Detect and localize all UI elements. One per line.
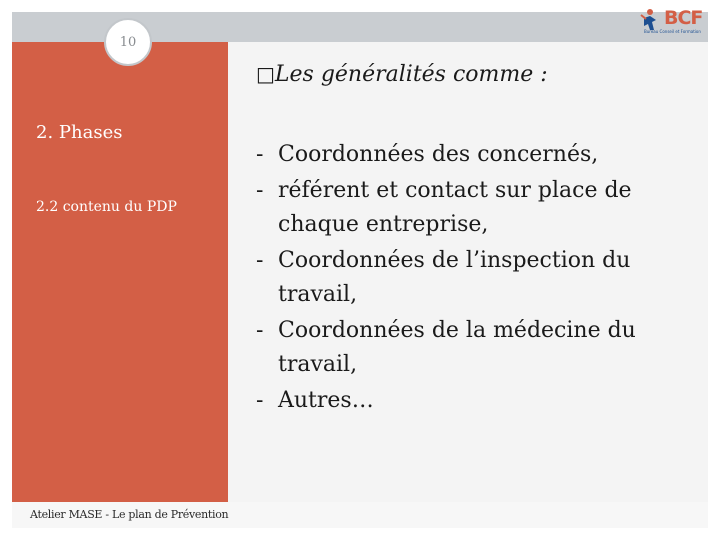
slide-number: 10 [119,34,137,50]
list-item-text: Autres… [278,388,374,413]
list-item-text: Coordonnées de l’inspection du travail, [278,248,631,307]
list-item [256,314,696,382]
list-item [256,384,696,418]
logo-name: BCF [664,7,703,29]
list-item [256,174,696,242]
footer-text: Atelier MASE - Le plan de Prévention [30,508,229,521]
list-marker: - [256,248,264,273]
slide-heading [256,62,548,87]
logo-tagline: Bureau Conseil et Formation [644,29,701,34]
list-marker: - [256,318,264,343]
list-marker: - [256,178,264,203]
list-item-text: Coordonnées de la médecine du travail, [278,318,636,377]
list-marker: - [256,142,264,167]
content-list [256,138,696,420]
list-item-text: Coordonnées des concernés, [278,142,599,167]
list-item [256,138,696,172]
slide-number-badge [104,18,152,66]
section-title: 2. Phases [36,122,123,143]
heading-bullet-icon: □ [256,62,275,86]
list-marker: - [256,388,264,413]
left-accent-panel [12,42,228,502]
heading-text: Les généralités comme : [274,62,548,87]
list-item [256,244,696,312]
section-subtitle: 2.2 contenu du PDP [36,199,177,215]
list-item-text: référent et contact sur place de chaque entreprise, [278,178,632,237]
